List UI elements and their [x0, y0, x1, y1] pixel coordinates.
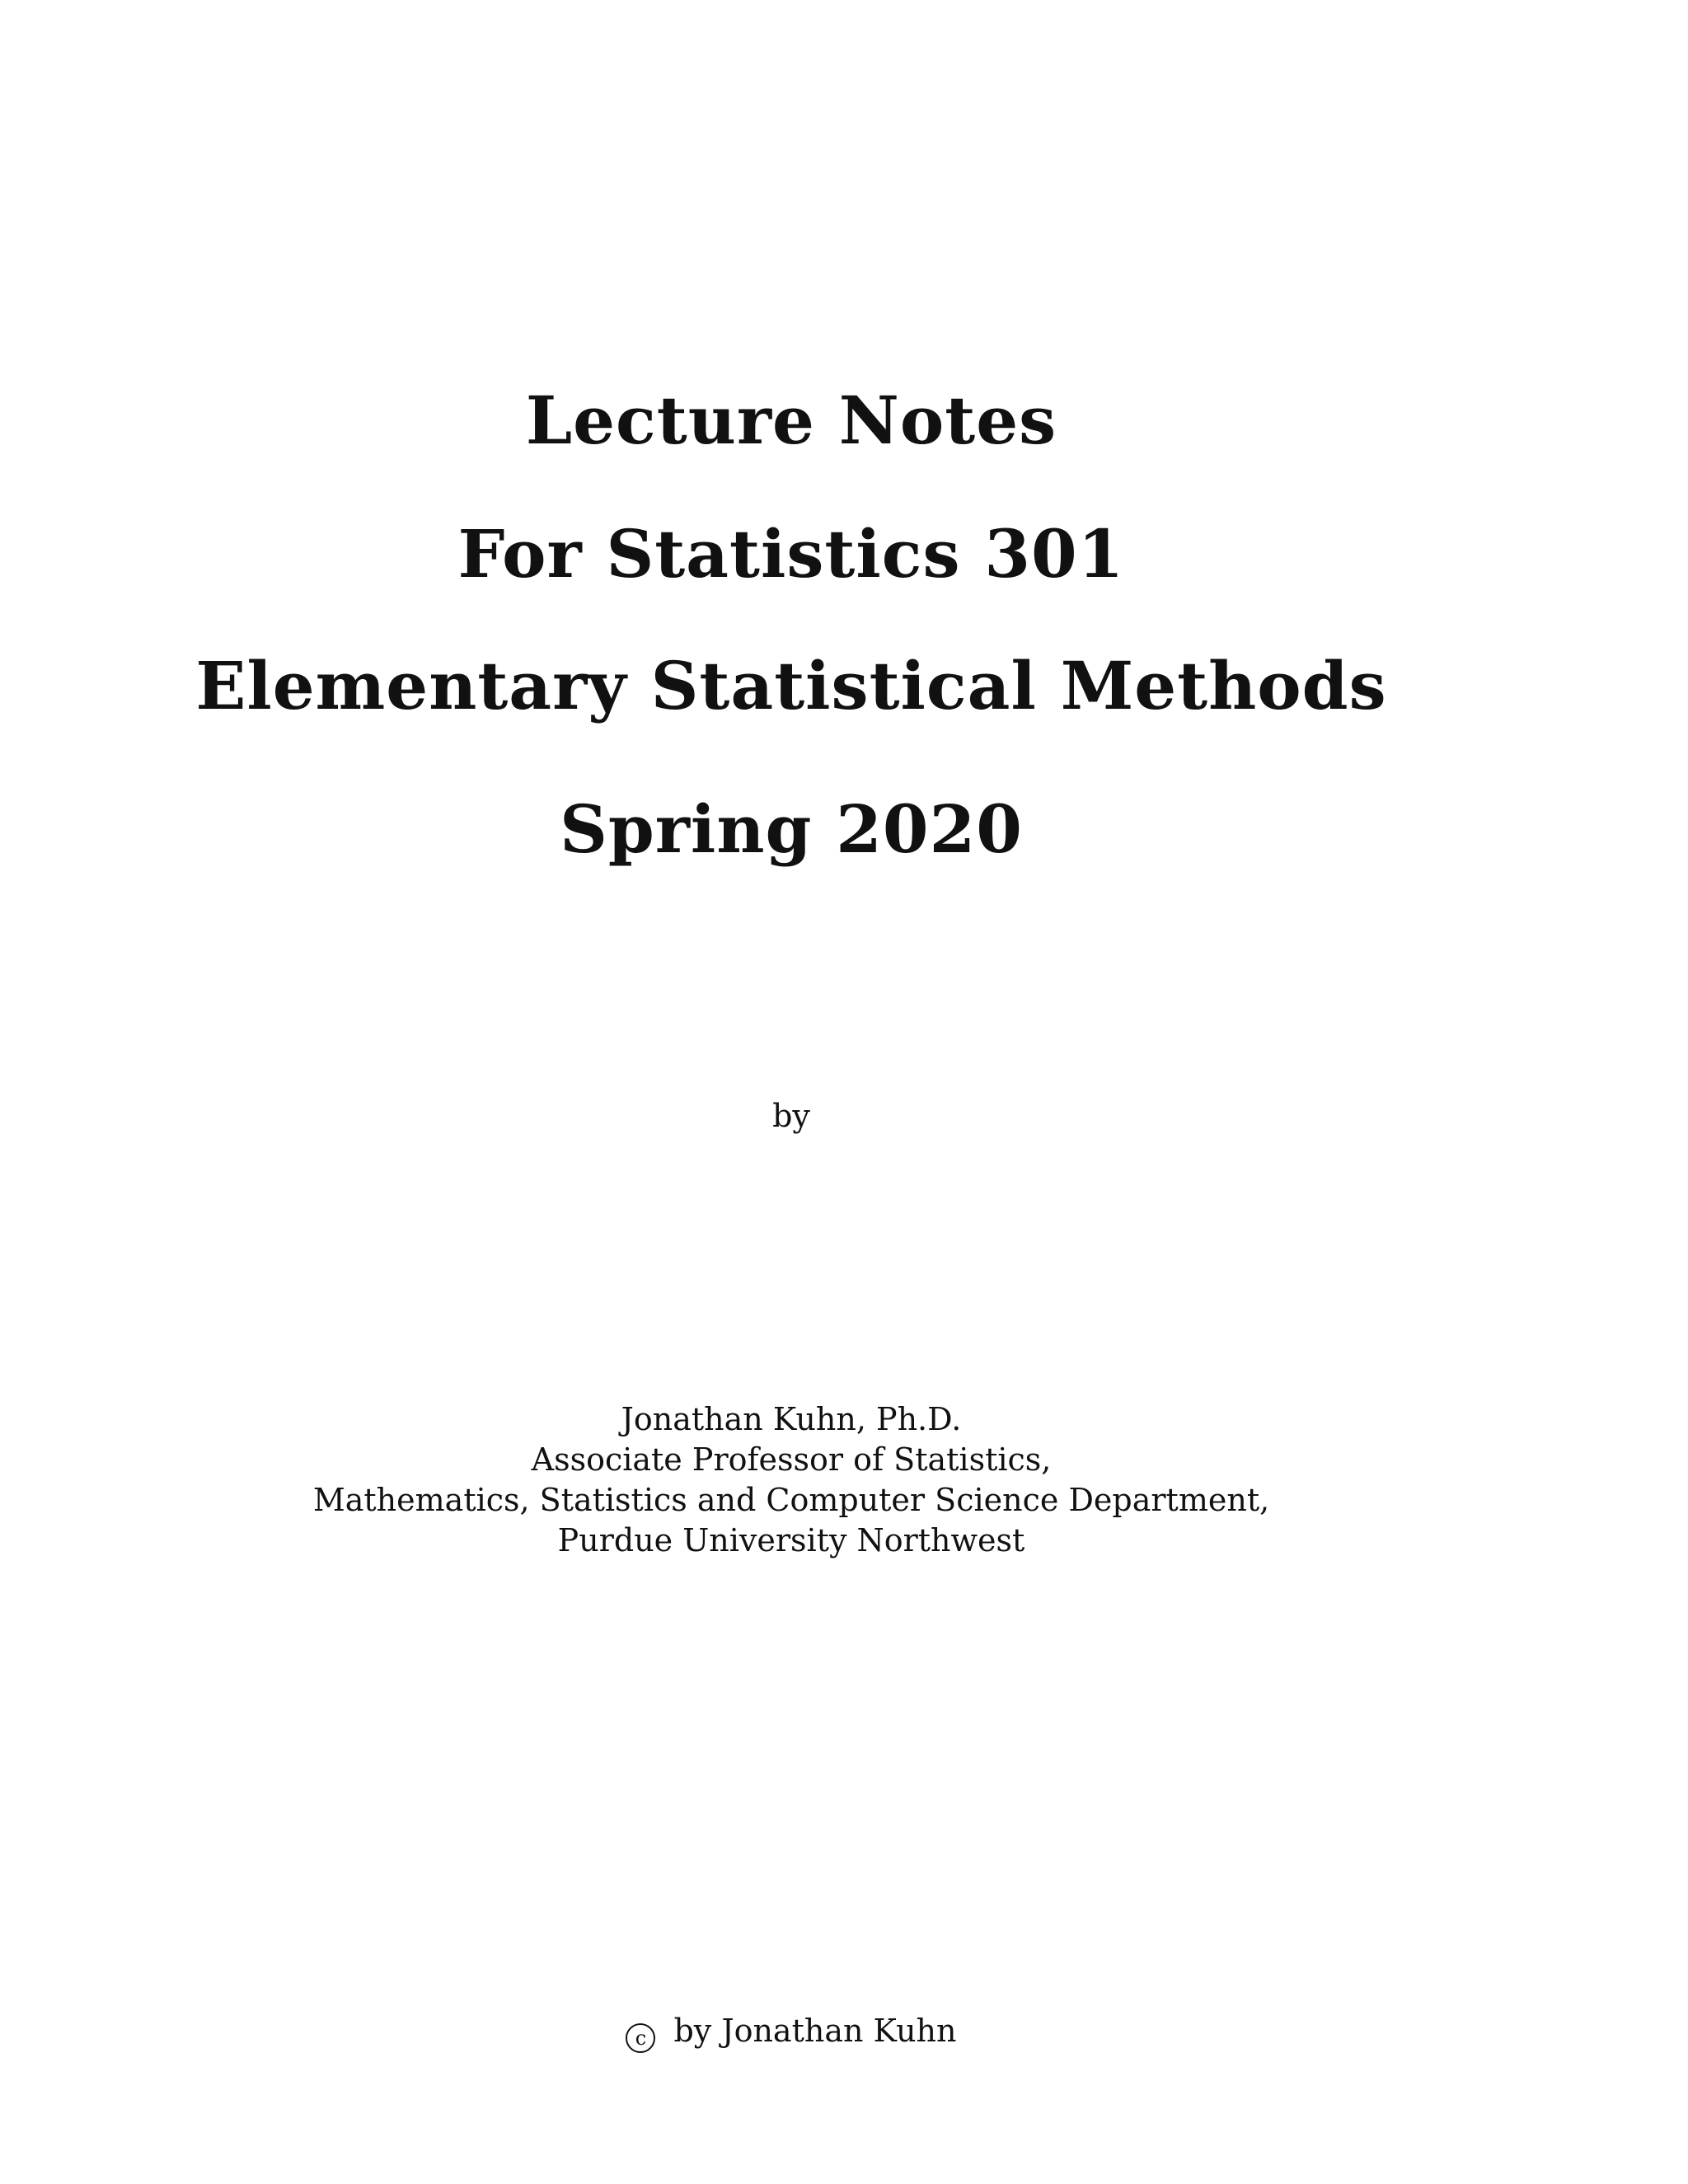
author-department: Mathematics, Statistics and Computer Science Department,	[312, 1482, 1270, 1518]
title-line-3: Elementary Statistical Methods	[195, 647, 1387, 724]
author-institution: Purdue University Northwest	[557, 1522, 1025, 1558]
copyright-line	[0, 2015, 1582, 2053]
title-line-2: For Statistics 301	[457, 515, 1125, 593]
by-label: by	[772, 1098, 810, 1134]
author-position: Associate Professor of Statistics,	[531, 1441, 1052, 1478]
copyright-icon: c	[626, 2023, 655, 2053]
author-block	[0, 1399, 1582, 1561]
author-name: Jonathan Kuhn, Ph.D.	[621, 1401, 962, 1437]
title-line-1: Lecture Notes	[525, 382, 1057, 459]
copyright-text: by Jonathan Kuhn	[673, 2013, 957, 2049]
title-line-4: Spring 2020	[560, 790, 1023, 868]
